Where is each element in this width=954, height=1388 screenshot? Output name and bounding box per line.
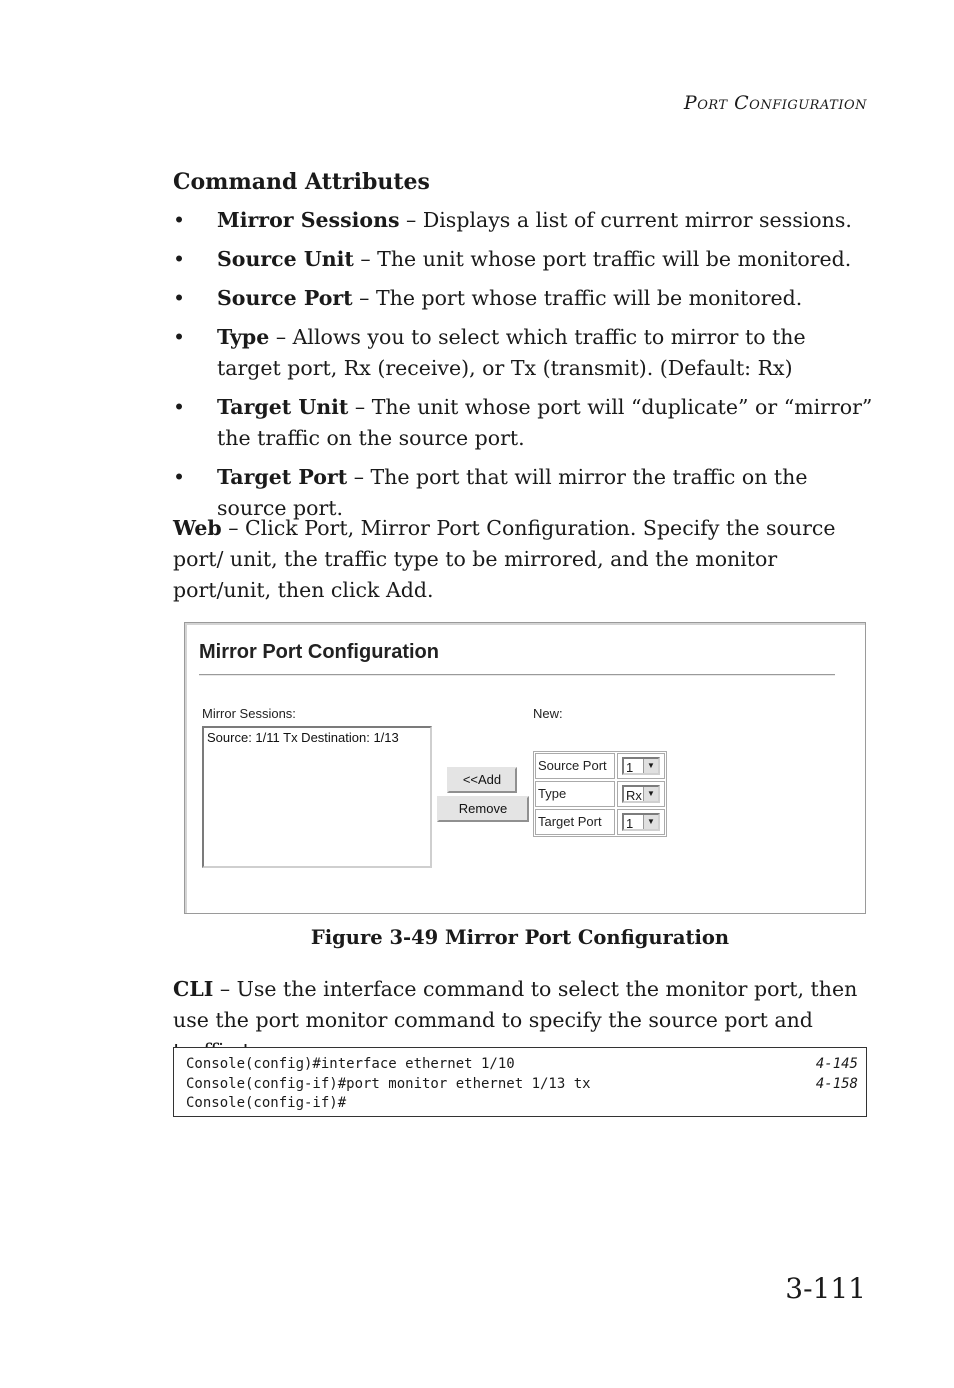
attribute-term: Type: [217, 325, 270, 349]
target-port-label: Target Port: [535, 809, 615, 835]
chevron-down-icon: ▼: [643, 759, 658, 773]
attribute-description: – Displays a list of current mirror sessions.: [399, 208, 852, 232]
mirror-port-screenshot: [184, 622, 866, 914]
type-select[interactable]: [622, 785, 660, 803]
running-header: Port Configuration: [683, 92, 867, 114]
new-label: New:: [533, 706, 563, 721]
attribute-term: Source Port: [217, 286, 353, 310]
title-divider: [199, 674, 835, 676]
attribute-description: – The port that will mirror the traffic on the source port.: [217, 465, 808, 520]
mirror-sessions-label: Mirror Sessions:: [202, 706, 296, 721]
code-command: Console(config)#interface ethernet 1/10: [186, 1056, 515, 1072]
attribute-list: [173, 205, 873, 532]
attribute-description: – The unit whose port traffic will be monitored.: [353, 247, 852, 271]
code-command: Console(config-if)#: [186, 1095, 347, 1111]
type-label: Type: [535, 781, 615, 807]
cli-term: CLI: [173, 977, 214, 1001]
source-port-value: 1: [626, 760, 634, 775]
attribute-term: Target Port: [217, 465, 348, 489]
code-line: [174, 1055, 866, 1075]
web-term: Web: [173, 516, 222, 540]
list-item: • Source Port – The port whose traffic will be monitored.: [173, 286, 803, 310]
screenshot-title: Mirror Port Configuration: [199, 641, 439, 663]
code-block: [173, 1047, 867, 1117]
source-port-select[interactable]: [622, 757, 660, 775]
section-heading: Command Attributes: [173, 169, 430, 195]
list-item: • Target Unit – The unit whose port will “duplicate” or “mirror” the traffic on the source port.: [173, 395, 873, 450]
list-item: • Target Port – The port that will mirror the traffic on the source port.: [173, 465, 808, 520]
list-item: • Source Unit – The unit whose port traffic will be monitored.: [173, 247, 852, 271]
list-item: • Mirror Sessions – Displays a list of current mirror sessions.: [173, 208, 852, 232]
mirror-sessions-listbox[interactable]: [202, 726, 432, 868]
attribute-term: Source Unit: [217, 247, 354, 271]
web-paragraph: [173, 513, 873, 606]
source-port-row: [534, 752, 666, 780]
web-text: – Click Port, Mirror Port Configuration. Specify the source port/ unit, the traffic type to be mirrored, and the monitor port/unit, then click Add.: [173, 516, 836, 602]
list-item[interactable]: Source: 1/11 Tx Destination: 1/13: [207, 730, 399, 745]
list-item: • Type – Allows you to select which traffic to mirror to the target port, Rx (receive), or Tx (transmit). (Default: Rx): [173, 325, 806, 380]
type-value: Rx: [626, 788, 642, 803]
attribute-term: Target Unit: [217, 395, 349, 419]
code-reference: 4-145: [815, 1056, 858, 1072]
attribute-description: – The port whose traffic will be monitored.: [352, 286, 803, 310]
attribute-description: – Allows you to select which traffic to mirror to the target port, Rx (receive), or Tx (transmit). (Default: Rx): [217, 325, 806, 380]
target-port-value: 1: [626, 816, 634, 831]
remove-button[interactable]: Remove: [437, 796, 529, 822]
code-line: [174, 1075, 866, 1095]
chevron-down-icon: ▼: [643, 815, 658, 829]
target-port-select[interactable]: [622, 813, 660, 831]
new-session-form: [533, 751, 667, 837]
type-row: [534, 780, 666, 808]
page-number: 3-111: [785, 1272, 866, 1305]
attribute-term: Mirror Sessions: [217, 208, 400, 232]
code-command: Console(config-if)#port monitor ethernet 1/13 tx: [186, 1075, 591, 1092]
target-port-row: [534, 808, 666, 836]
source-port-label: Source Port: [535, 753, 615, 779]
attribute-description: – The unit whose port will “duplicate” or “mirror” the traffic on the source port.: [217, 395, 873, 450]
code-line: [174, 1094, 866, 1114]
chevron-down-icon: ▼: [643, 787, 658, 801]
add-button[interactable]: <<Add: [447, 767, 517, 793]
figure-caption: Figure 3-49 Mirror Port Configuration: [310, 926, 730, 949]
code-reference: 4-158: [815, 1075, 858, 1092]
cli-text: – Use the interface command to select the monitor port, then use the port monitor command to specify the source port and: [173, 977, 858, 1032]
